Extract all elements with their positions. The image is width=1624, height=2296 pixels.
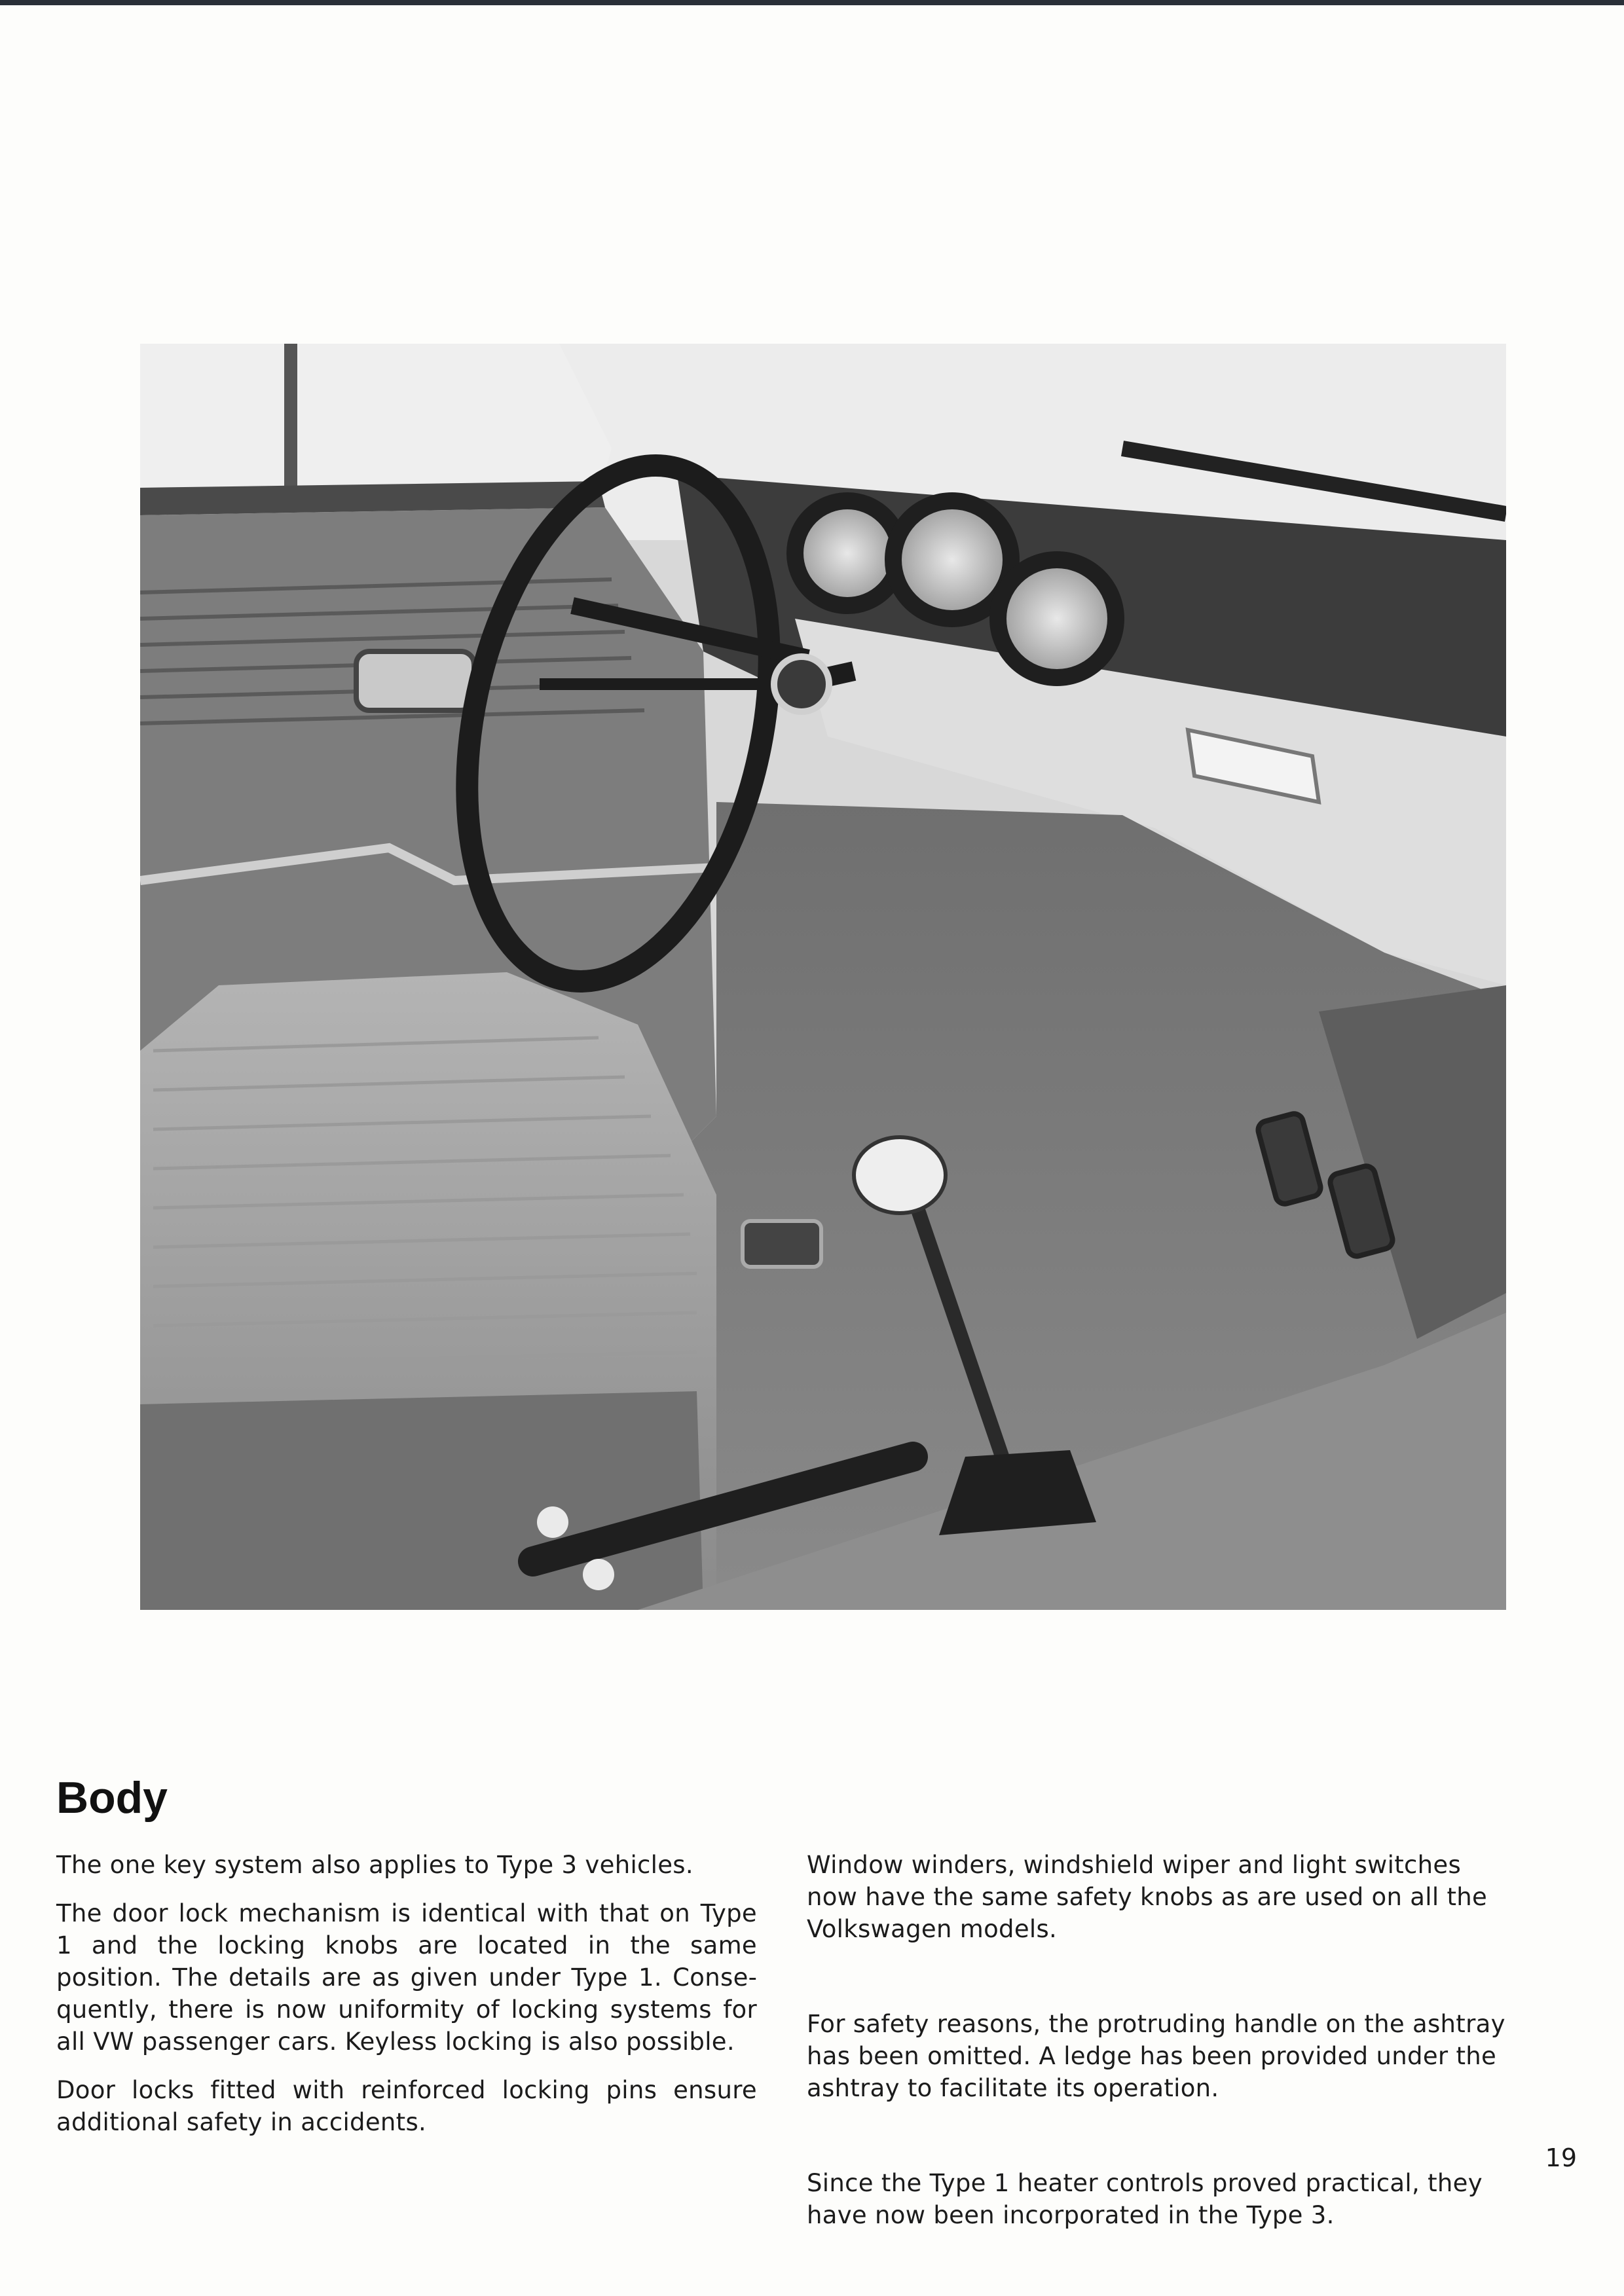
left-column: [56, 1849, 757, 2155]
paragraph: The door lock mechanism is identical with that on Type 1 and the locking knobs are located in the same position. The details are as given under Type 1. Consequently, there is now uniformity of locking systems for all VW passenger cars. Keyless locking is also possible.: [56, 1899, 757, 2056]
paragraph: Window winders, windshield wiper and light switches now have the same safety knobs as are used on all the Volkswagen models.: [807, 1851, 1488, 1943]
paragraph: Since the Type 1 heater controls proved practical, they have now been incorporated in the Type 3.: [807, 2169, 1483, 2229]
right-column: [807, 1849, 1507, 2294]
car-interior-icon: [140, 344, 1506, 1610]
section-heading: Body: [56, 1773, 168, 1823]
page-number: 19: [1545, 2143, 1577, 2172]
paragraph: Door locks fitted with reinforced locking pins ensure additional safety in accidents.: [56, 2076, 757, 2136]
paragraph: For safety reasons, the protruding handle on the ashtray has been omitted. A ledge has been provided under the ashtray to facilitate its operation.: [807, 2010, 1505, 2102]
car-interior-photo: [140, 344, 1506, 1610]
top-rule: [0, 0, 1624, 5]
paragraph: The one key system also applies to Type 3 vehicles.: [56, 1851, 693, 1879]
